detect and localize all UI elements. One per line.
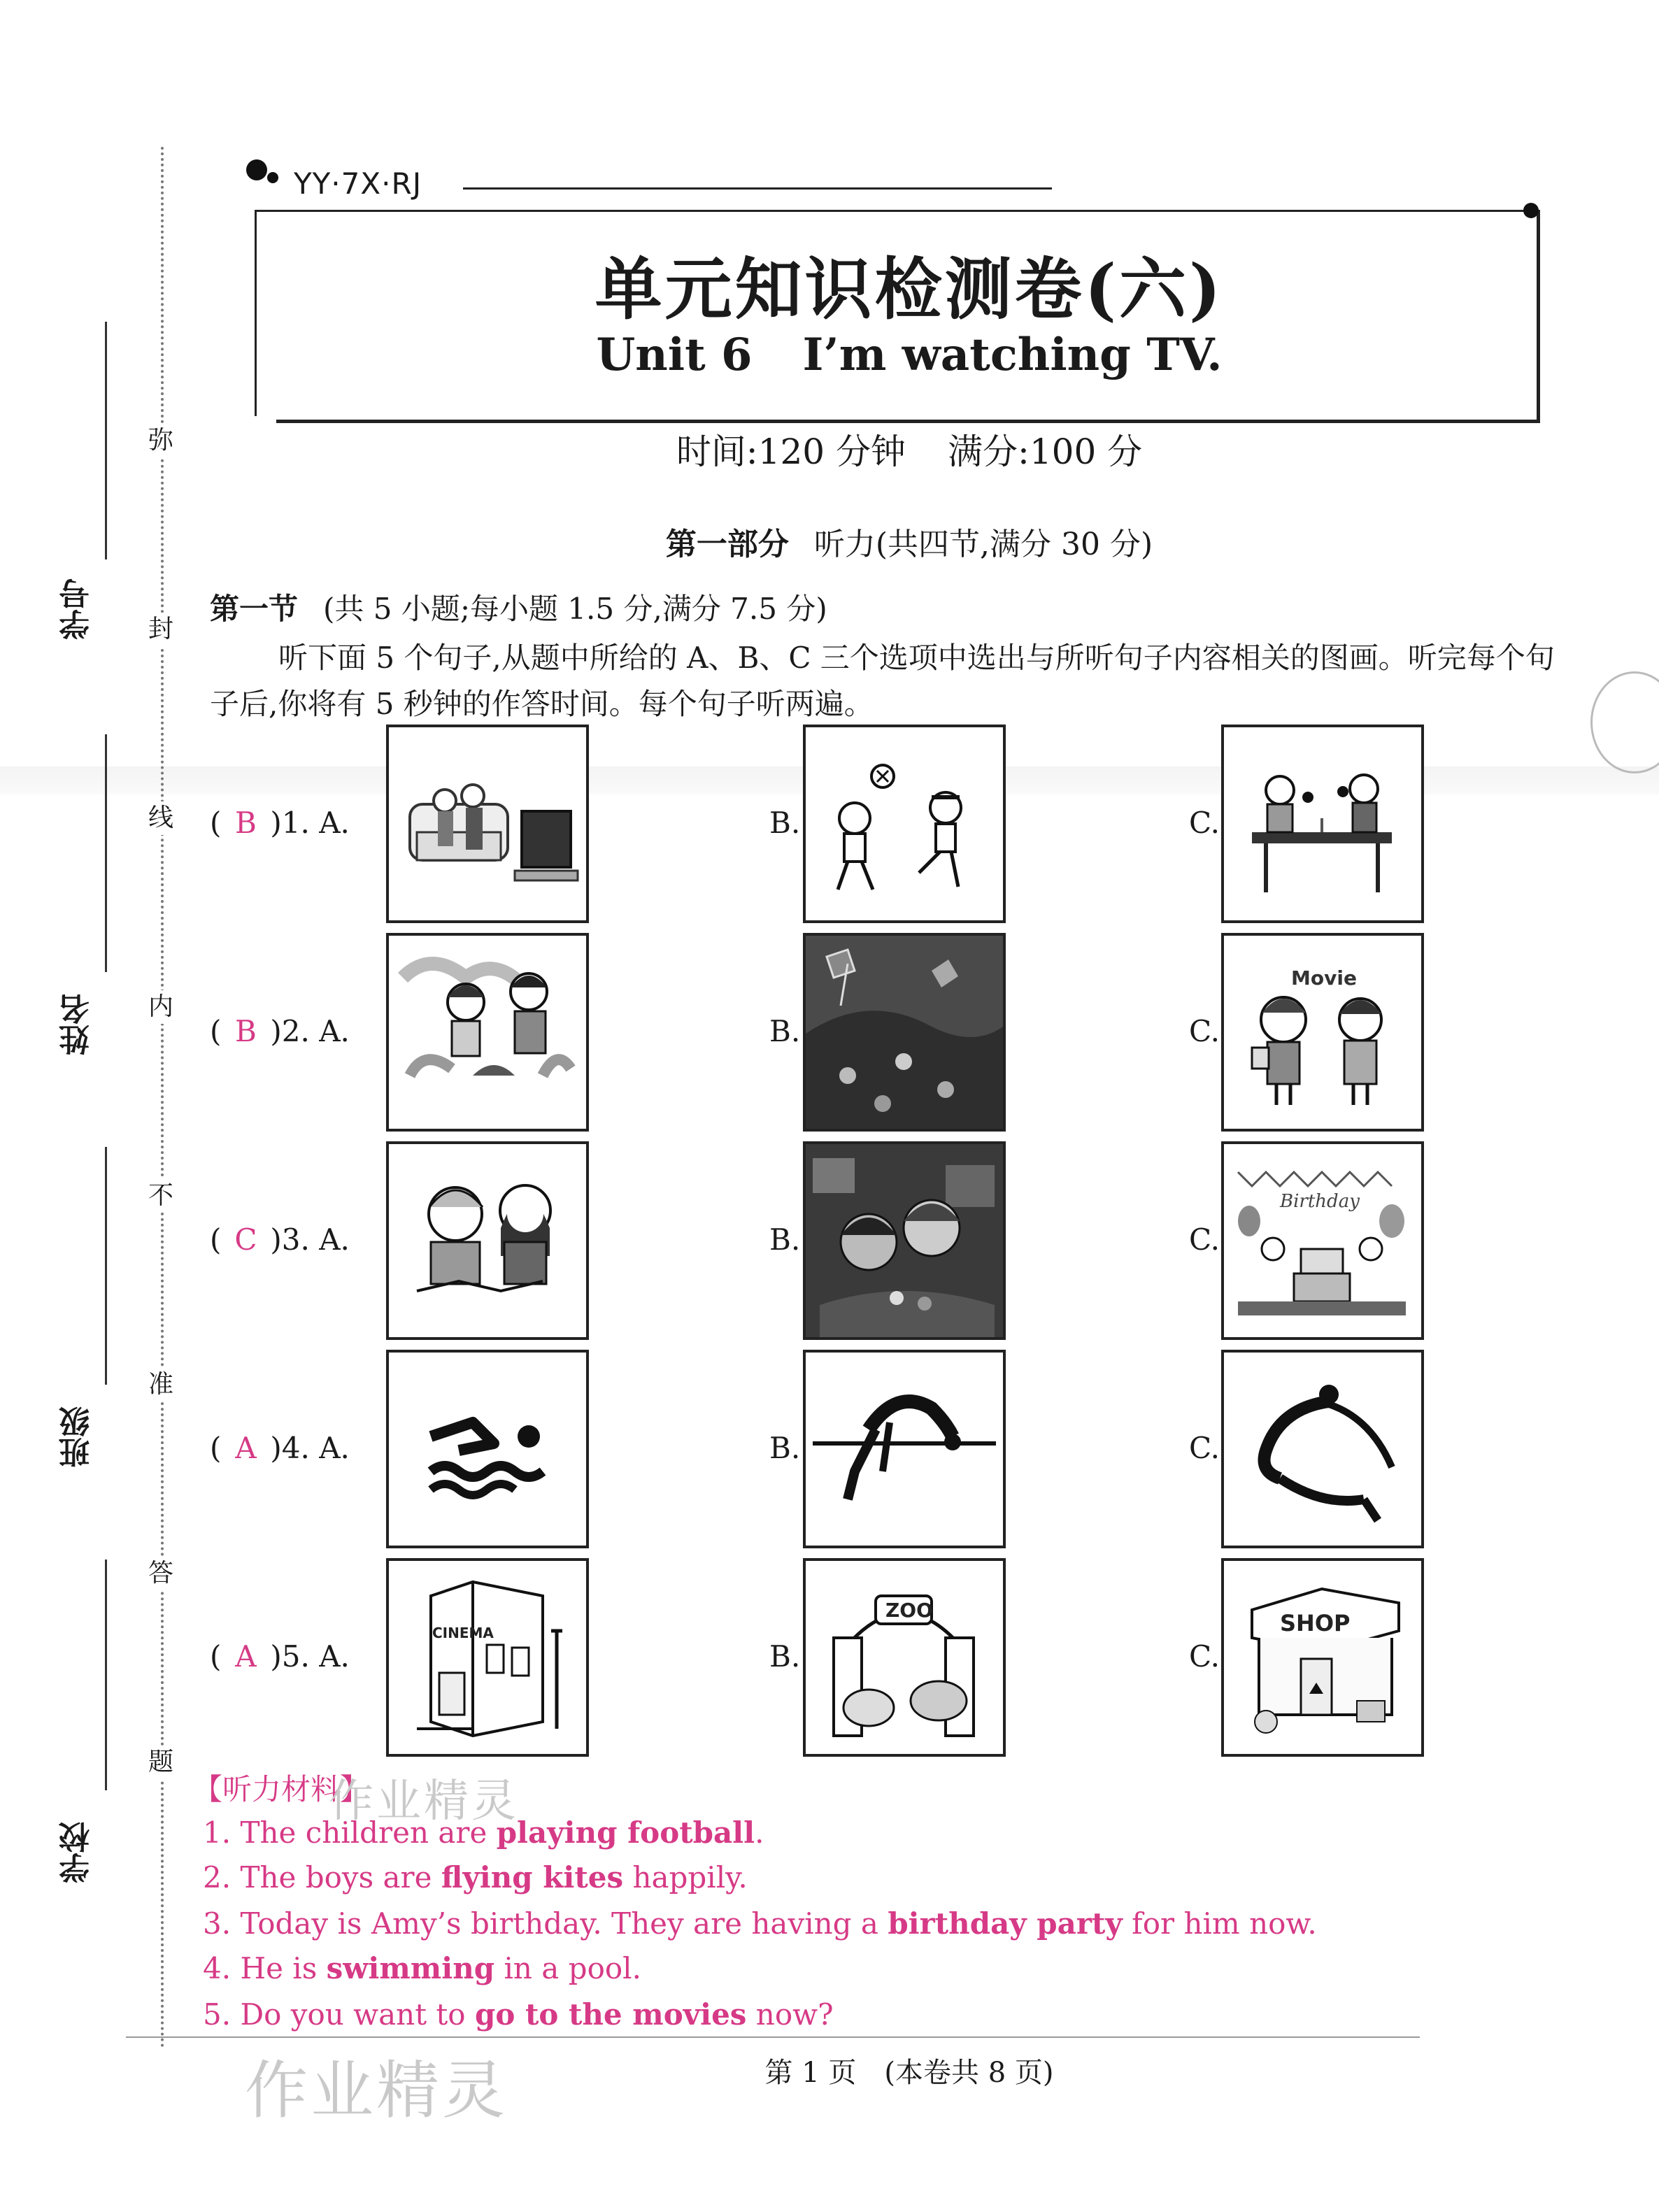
material-line-5: 5. Do you want to go to the movies now? [203, 1997, 834, 2032]
part-heading [280, 519, 1539, 564]
q1-option-b-image[interactable] [803, 725, 1006, 923]
kids-having-picnic-image [806, 1144, 1003, 1337]
answer-4: A [235, 1431, 257, 1465]
watermark-top: 作业精灵 [329, 1776, 519, 1827]
q4-option-c-image[interactable] [1221, 1350, 1424, 1548]
seal-char: 线 [141, 801, 180, 835]
family-watching-tv-image [389, 727, 586, 920]
answer-3: C [234, 1222, 257, 1257]
material-line-1: 1. The children are playing football. [203, 1815, 764, 1850]
q1-option-a-image[interactable] [386, 725, 589, 923]
page-title: 单元知识检测卷(六) [594, 250, 1224, 329]
current-page: 第 1 页 [764, 2057, 857, 2089]
boys-playing-football-image [806, 727, 1003, 920]
paper-code: YY·7X·RJ [294, 166, 422, 201]
seal-char: 不 [141, 1179, 180, 1213]
unit-name: I’m watching TV. [802, 329, 1223, 381]
material-line-3: 3. Today is Amy’s birthday. They are having a birthday party for him now. [203, 1906, 1317, 1941]
kids-reading-image [389, 1144, 586, 1337]
kids-going-to-movie-image [1224, 936, 1421, 1129]
kids-flying-kites-image [806, 936, 1003, 1129]
kids-playing-ping-pong-image [1224, 727, 1421, 920]
question-4: ( A )4. A. [210, 1431, 350, 1465]
option-b-label: B. [769, 1431, 801, 1465]
shop-sign-text: SHOP [1280, 1610, 1351, 1636]
seal-char: 弥 [141, 424, 180, 457]
q3-option-b-image[interactable] [803, 1141, 1006, 1340]
field-line [105, 322, 107, 559]
section-heading [210, 586, 827, 628]
option-b-label: B. [769, 1014, 801, 1048]
seal-char: 题 [141, 1746, 180, 1779]
option-c-label: C. [1189, 1014, 1220, 1048]
swimming-icon-image [389, 1353, 586, 1546]
answer-2: B [234, 1014, 257, 1048]
q1-option-c-image[interactable] [1221, 725, 1424, 923]
option-b-label: B. [769, 1222, 801, 1257]
field-line [105, 1147, 107, 1385]
long-jump-image [1224, 1353, 1421, 1546]
q3-option-c-image[interactable] [1221, 1141, 1424, 1340]
header-rule [463, 187, 1052, 190]
exam-score: 满分:100 分 [948, 431, 1143, 472]
material-line-2: 2. The boys are flying kites happily. [203, 1860, 748, 1895]
birthday-banner-text: Birthday [1280, 1191, 1360, 1212]
material-line-4: 4. He is swimming in a pool. [203, 1951, 641, 1985]
page-number [280, 2050, 1539, 2090]
seal-char: 准 [141, 1368, 180, 1401]
cinema-sign-text: CINEMA [432, 1625, 494, 1641]
question-5: ( A )5. A. [210, 1639, 350, 1674]
total-pages: (本卷共 8 页) [884, 2057, 1054, 2089]
header-dot [267, 172, 278, 183]
q2-option-c-image[interactable] [1221, 933, 1424, 1132]
question-1: ( B )1. A. [210, 806, 350, 840]
zoo-gate-image [806, 1561, 1003, 1754]
birthday-party-image [1224, 1144, 1421, 1337]
frame-dot [1523, 203, 1539, 218]
q5-option-b-image[interactable] [803, 1558, 1006, 1757]
option-c-label: C. [1189, 1222, 1220, 1257]
class-label: 班级 [59, 1406, 95, 1468]
q5-option-c-image[interactable] [1221, 1558, 1424, 1757]
q4-option-a-image[interactable] [386, 1350, 589, 1548]
cinema-building-image [389, 1561, 586, 1754]
part-name: 第一部分 [665, 527, 789, 562]
option-c-label: C. [1189, 1639, 1220, 1674]
shop-building-image [1224, 1561, 1421, 1754]
q5-option-a-image[interactable] [386, 1558, 589, 1757]
answer-1: B [234, 806, 257, 840]
exam-time: 时间:120 分钟 [676, 431, 906, 472]
q2-option-b-image[interactable] [803, 933, 1006, 1132]
movie-sign-text: Movie [1291, 966, 1357, 990]
q2-option-a-image[interactable] [386, 933, 589, 1132]
watermark-bottom: 作业精灵 [245, 2054, 508, 2127]
option-b-label: B. [769, 1639, 801, 1674]
option-c-label: C. [1189, 806, 1220, 840]
children-planting-image [389, 936, 586, 1129]
high-jump-image [806, 1353, 1003, 1546]
student-number-label: 学号 [59, 578, 95, 640]
answer-5: A [235, 1639, 257, 1674]
name-label: 姓名 [59, 994, 95, 1055]
field-line [105, 734, 107, 972]
section-instruction: 听下面 5 个句子,从题中所给的 A、B、C 三个选项中选出与所听句子内容相关的图画。听完每个句子后,你将有 5 秒钟的作答时间。每个句子听两遍。 [210, 641, 1555, 721]
question-3: ( C )3. A. [210, 1222, 350, 1257]
section-name: 第一节 [210, 592, 299, 626]
listening-material-title: 【听力材料】 [193, 1772, 370, 1806]
seal-char: 内 [141, 990, 180, 1024]
option-c-label: C. [1189, 1431, 1220, 1465]
seal-char: 答 [141, 1557, 180, 1590]
zoo-sign-text: ZOO [885, 1599, 933, 1622]
field-line [105, 1560, 107, 1790]
footer-rule [126, 2036, 1420, 2038]
unit-number: Unit 6 [596, 329, 753, 381]
section-info: (共 5 小题;每小题 1.5 分,满分 7.5 分) [323, 592, 827, 626]
unit-title [280, 329, 1539, 381]
option-b-label: B. [769, 806, 801, 840]
seal-char: 封 [141, 613, 180, 646]
part-title: 听力(共四节,满分 30 分) [813, 527, 1153, 562]
exam-time-score [280, 424, 1539, 474]
q3-option-a-image[interactable] [386, 1141, 589, 1340]
partial-stamp [1590, 671, 1659, 773]
q4-option-b-image[interactable] [803, 1350, 1006, 1548]
header-dot [246, 159, 267, 180]
question-2: ( B )2. A. [210, 1014, 350, 1048]
school-label: 学校 [59, 1822, 95, 1883]
